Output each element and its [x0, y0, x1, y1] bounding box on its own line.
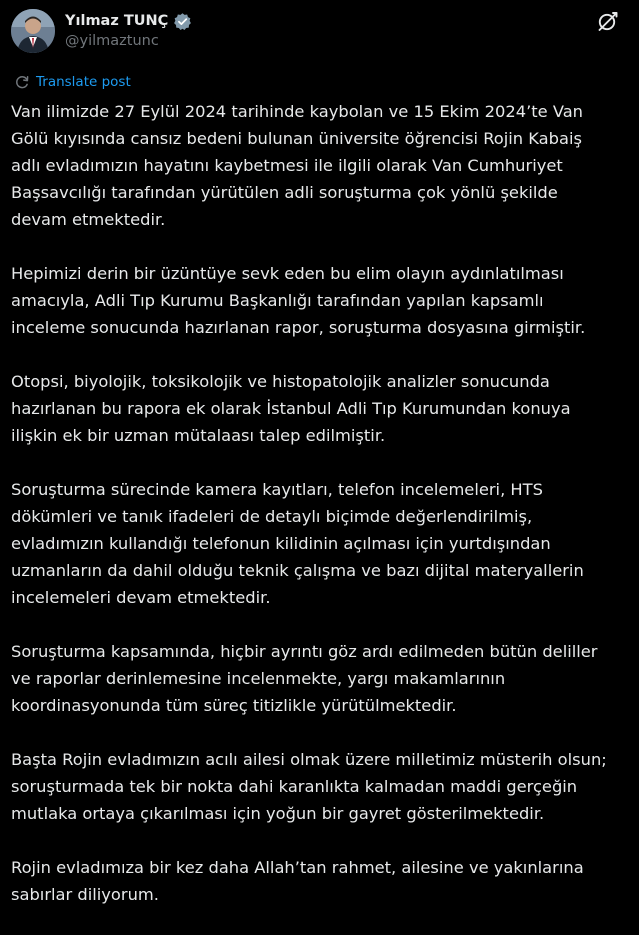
post-line: inceleme sonucunda hazırlanan rapor, soruşturma dosyasına girmiştir. — [11, 318, 586, 337]
post-line: amacıyla, Adli Tıp Kurumu Başkanlığı tarafından yapılan kapsamlı — [11, 291, 544, 310]
post-paragraph — [11, 854, 639, 908]
translate-post-label[interactable]: Translate post — [36, 74, 131, 90]
post-line: adlı evladımızın hayatını kaybetmesi ile ilgili olarak Van Cumhuriyet — [11, 156, 563, 175]
author-name-row — [65, 11, 192, 31]
verified-badge-icon[interactable] — [173, 12, 192, 31]
grok-icon[interactable] — [596, 9, 620, 33]
post-line: ilişkin ek bir uzman mütalaası talep edilmiştir. — [11, 426, 386, 445]
author-display-name[interactable]: Yılmaz TUNÇ — [65, 13, 169, 29]
post-line: hazırlanan bu rapora ek olarak İstanbul Adli Tıp Kurumundan konuya — [11, 399, 571, 418]
author-handle[interactable]: @yilmaztunc — [65, 33, 159, 49]
post-line: Van ilimizde 27 Eylül 2024 tarihinde kaybolan ve 15 Ekim 2024’te Van — [11, 102, 583, 121]
post-line: devam etmektedir. — [11, 210, 166, 229]
post-paragraph — [11, 476, 639, 611]
post-paragraph — [11, 98, 639, 233]
post-line: Gölü kıyısında cansız bedeni bulunan üniversite öğrencisi Rojin Kabaiş — [11, 129, 582, 148]
post-line: Soruşturma sürecinde kamera kayıtları, telefon incelemeleri, HTS — [11, 480, 543, 499]
post-paragraph — [11, 746, 639, 827]
post-line: soruşturmada tek bir nokta dahi karanlıkta kalmadan maddi gerçeğin — [11, 777, 578, 796]
post-line: ve raporlar derinlemesine incelenmekte, yargı makamlarının — [11, 669, 506, 688]
post-line: Soruşturma kapsamında, hiçbir ayrıntı göz ardı edilmeden bütün deliller — [11, 642, 598, 661]
post-line: Başta Rojin evladımızın acılı ailesi olmak üzere milletimiz müsterih olsun; — [11, 750, 607, 769]
post-line: incelemeleri devam etmektedir. — [11, 588, 271, 607]
post-line: mutlaka ortaya çıkarılması için yoğun bir gayret gösterilmektedir. — [11, 804, 545, 823]
post-line: dökümleri ve tanık ifadeleri de detaylı biçimde değerlendirilmiş, — [11, 507, 533, 526]
post-line: koordinasyonunda tüm süreç titizlikle yürütülmektedir. — [11, 696, 457, 715]
post-line: Başsavcılığı tarafından yürütülen adli soruşturma çok yönlü şekilde — [11, 183, 558, 202]
post-line: Hepimizi derin bir üzüntüye sevk eden bu elim olayın aydınlatılması — [11, 264, 564, 283]
post-line: evladımızın kullandığı telefonun kilidinin açılması için yurtdışından — [11, 534, 551, 553]
post-line: Rojin evladımıza bir kez daha Allah’tan rahmet, ailesine ve yakınlarına — [11, 858, 584, 877]
post-paragraph — [11, 638, 639, 719]
post-line: uzmanların da dahil olduğu teknik çalışma ve bazı dijital materyallerin — [11, 561, 584, 580]
post-paragraph — [11, 368, 639, 449]
post-line: sabırlar diliyorum. — [11, 885, 159, 904]
post-paragraph — [11, 260, 639, 341]
post-text — [11, 98, 639, 935]
post-line: Otopsi, biyolojik, toksikolojik ve histopatolojik analizler sonucunda — [11, 372, 550, 391]
avatar[interactable] — [11, 9, 55, 53]
translate-post-link[interactable] — [14, 74, 131, 90]
translate-icon — [14, 74, 30, 90]
